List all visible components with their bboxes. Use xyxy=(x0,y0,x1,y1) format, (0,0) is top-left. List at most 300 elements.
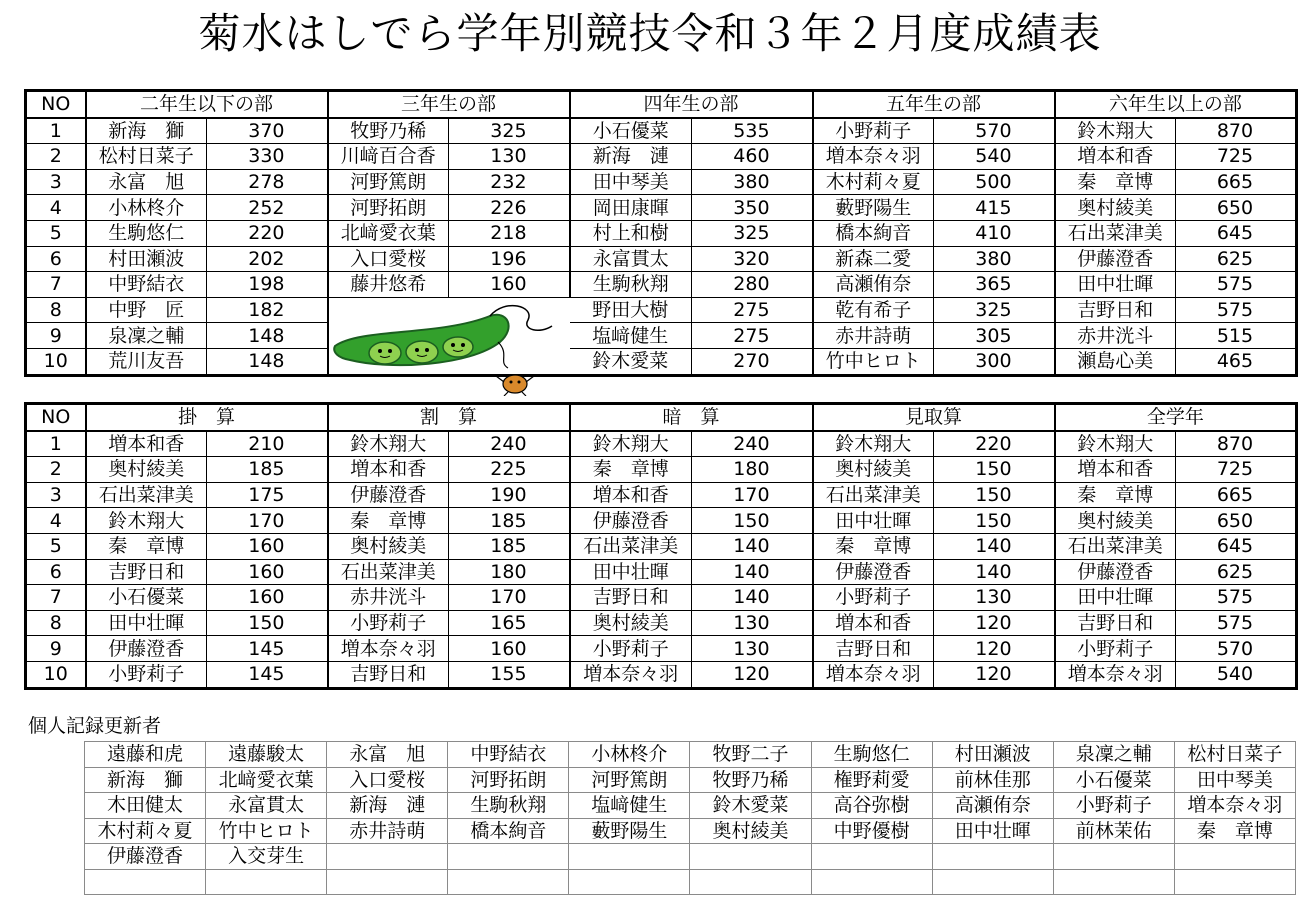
table-row xyxy=(26,508,1297,534)
score: 196 xyxy=(449,246,570,272)
record-holder-name xyxy=(85,869,206,895)
record-holder-name xyxy=(690,844,811,870)
score: 140 xyxy=(934,533,1055,559)
record-holder-name xyxy=(690,869,811,895)
score: 210 xyxy=(207,431,328,457)
student-name: 小野莉子 xyxy=(86,661,207,688)
student-name: 野田大樹 xyxy=(570,297,692,323)
operation-ranking-table xyxy=(24,402,1298,690)
rank-number: 1 xyxy=(26,431,86,457)
student-name: 赤井洸斗 xyxy=(1055,323,1176,349)
student-name: 石出菜津美 xyxy=(570,533,692,559)
score: 232 xyxy=(449,169,570,195)
student-name: 奥村綾美 xyxy=(813,457,934,483)
table-row xyxy=(26,636,1297,662)
score: 185 xyxy=(207,457,328,483)
score: 575 xyxy=(1176,585,1297,611)
score: 130 xyxy=(692,610,813,636)
student-name: 奥村綾美 xyxy=(570,610,692,636)
table-row xyxy=(26,348,1297,375)
record-holder-name xyxy=(811,869,932,895)
score: 140 xyxy=(692,533,813,559)
record-holder-name: 小林柊介 xyxy=(569,742,690,768)
student-name: 伊藤澄香 xyxy=(86,636,207,662)
table-row xyxy=(85,742,1296,768)
record-holder-name: 木田健太 xyxy=(85,793,206,819)
score: 120 xyxy=(934,610,1055,636)
score: 175 xyxy=(207,482,328,508)
score: 575 xyxy=(1176,610,1297,636)
score: 220 xyxy=(934,431,1055,457)
score: 140 xyxy=(692,559,813,585)
student-name: 小石優菜 xyxy=(570,118,692,144)
score: 325 xyxy=(692,220,813,246)
score: 370 xyxy=(207,118,328,144)
score: 280 xyxy=(692,272,813,298)
score: 180 xyxy=(692,457,813,483)
score: 300 xyxy=(934,348,1055,375)
record-holder-name: 橋本絢音 xyxy=(448,818,569,844)
page-title: 菊水はしでら学年別競技令和３年２月度成績表 xyxy=(198,9,1102,58)
student-name: 入口愛桜 xyxy=(328,246,449,272)
score: 160 xyxy=(449,636,570,662)
student-name: 橋本絢音 xyxy=(813,220,934,246)
score: 190 xyxy=(449,482,570,508)
score: 145 xyxy=(207,636,328,662)
student-name: 永富 旭 xyxy=(86,169,207,195)
table-row xyxy=(26,118,1297,144)
table-row xyxy=(26,533,1297,559)
rank-number: 3 xyxy=(26,169,86,195)
score: 130 xyxy=(449,144,570,170)
rank-number: 2 xyxy=(26,144,86,170)
score: 725 xyxy=(1176,144,1297,170)
score: 415 xyxy=(934,195,1055,221)
record-holder-name: 北﨑愛衣葉 xyxy=(206,767,327,793)
score: 150 xyxy=(934,508,1055,534)
category-header: 六年生以上の部 xyxy=(1055,91,1297,118)
table-row xyxy=(26,297,1297,323)
student-name: 田中壮暉 xyxy=(813,508,934,534)
student-name: 鈴木翔大 xyxy=(813,431,934,457)
score: 575 xyxy=(1176,297,1297,323)
score: 130 xyxy=(934,585,1055,611)
table-row xyxy=(85,767,1296,793)
table-row xyxy=(26,431,1297,457)
score: 218 xyxy=(449,220,570,246)
score: 500 xyxy=(934,169,1055,195)
student-name: 石出菜津美 xyxy=(1055,533,1176,559)
score: 155 xyxy=(449,661,570,688)
student-name: 奥村綾美 xyxy=(86,457,207,483)
rank-number: 10 xyxy=(26,661,86,688)
category-header: 三年生の部 xyxy=(328,91,570,118)
record-holder-name: 小野莉子 xyxy=(1053,793,1174,819)
table-row xyxy=(26,457,1297,483)
score: 150 xyxy=(934,457,1055,483)
student-name: 吉野日和 xyxy=(570,585,692,611)
rank-number: 5 xyxy=(26,533,86,559)
student-name: 増本奈々羽 xyxy=(328,636,449,662)
score: 665 xyxy=(1176,482,1297,508)
student-name: 秦 章博 xyxy=(813,533,934,559)
score: 202 xyxy=(207,246,328,272)
category-header: 四年生の部 xyxy=(570,91,813,118)
score: 170 xyxy=(207,508,328,534)
score: 515 xyxy=(1176,323,1297,349)
score: 225 xyxy=(449,457,570,483)
student-name: 瀬島心美 xyxy=(1055,348,1176,375)
score: 252 xyxy=(207,195,328,221)
student-name: 小林柊介 xyxy=(86,195,207,221)
score: 540 xyxy=(1176,661,1297,688)
student-name: 奥村綾美 xyxy=(1055,195,1176,221)
score: 650 xyxy=(1176,195,1297,221)
score: 182 xyxy=(207,297,328,323)
score: 150 xyxy=(692,508,813,534)
rank-number: 8 xyxy=(26,297,86,323)
record-holder-name: 生駒悠仁 xyxy=(811,742,932,768)
record-holder-name: 高谷弥樹 xyxy=(811,793,932,819)
score: 120 xyxy=(934,661,1055,688)
student-name: 吉野日和 xyxy=(1055,297,1176,323)
score: 540 xyxy=(934,144,1055,170)
grade-ranking-table xyxy=(24,89,1298,377)
record-holder-name: 伊藤澄香 xyxy=(85,844,206,870)
student-name: 松村日菜子 xyxy=(86,144,207,170)
record-holder-name xyxy=(569,844,690,870)
score: 645 xyxy=(1176,533,1297,559)
record-holder-name xyxy=(327,844,448,870)
record-holder-name xyxy=(569,869,690,895)
record-holder-name: 奥村綾美 xyxy=(690,818,811,844)
score: 278 xyxy=(207,169,328,195)
record-holder-name: 牧野二子 xyxy=(690,742,811,768)
record-holder-name: 高瀬侑奈 xyxy=(932,793,1053,819)
table-row xyxy=(85,793,1296,819)
score: 380 xyxy=(692,169,813,195)
record-holder-name: 秦 章博 xyxy=(1174,818,1295,844)
record-holder-name xyxy=(448,869,569,895)
score: 226 xyxy=(449,195,570,221)
rank-number: 6 xyxy=(26,246,86,272)
record-holder-name: 田中琴美 xyxy=(1174,767,1295,793)
record-holder-name: 塩﨑健生 xyxy=(569,793,690,819)
rank-number: 2 xyxy=(26,457,86,483)
student-name: 新海 獅 xyxy=(86,118,207,144)
score: 160 xyxy=(207,533,328,559)
rank-number: 9 xyxy=(26,636,86,662)
record-holder-name: 権野莉愛 xyxy=(811,767,932,793)
score: 160 xyxy=(449,272,570,298)
rank-number: 7 xyxy=(26,585,86,611)
score: 350 xyxy=(692,195,813,221)
student-name: 石出菜津美 xyxy=(328,559,449,585)
student-name: 田中壮暉 xyxy=(1055,272,1176,298)
student-name: 石出菜津美 xyxy=(813,482,934,508)
table-row xyxy=(26,323,1297,349)
score: 170 xyxy=(692,482,813,508)
score: 275 xyxy=(692,323,813,349)
record-holder-name: 中野結衣 xyxy=(448,742,569,768)
student-name: 藤井悠希 xyxy=(328,272,449,298)
record-holder-name: 遠藤駿太 xyxy=(206,742,327,768)
student-name: 河野篤朗 xyxy=(328,169,449,195)
no-header: NO xyxy=(26,91,86,118)
table-row xyxy=(85,844,1296,870)
record-holder-name: 中野優樹 xyxy=(811,818,932,844)
student-name: 新海 漣 xyxy=(570,144,692,170)
student-name: 生駒秋翔 xyxy=(570,272,692,298)
category-header: 全学年 xyxy=(1055,404,1297,431)
peas-in-pod-icon xyxy=(330,298,568,396)
student-name: 鈴木翔大 xyxy=(1055,118,1176,144)
score: 380 xyxy=(934,246,1055,272)
record-holder-name: 入口愛桜 xyxy=(327,767,448,793)
student-name: 中野 匠 xyxy=(86,297,207,323)
record-holder-name xyxy=(206,869,327,895)
category-header: 割 算 xyxy=(328,404,570,431)
score: 570 xyxy=(1176,636,1297,662)
score: 130 xyxy=(692,636,813,662)
student-name: 増本奈々羽 xyxy=(813,661,934,688)
record-holder-name xyxy=(1053,844,1174,870)
record-holder-name: 生駒秋翔 xyxy=(448,793,569,819)
score: 185 xyxy=(449,508,570,534)
student-name: 小野莉子 xyxy=(813,118,934,144)
score: 150 xyxy=(934,482,1055,508)
table-row xyxy=(85,818,1296,844)
score: 140 xyxy=(692,585,813,611)
student-name: 秦 章博 xyxy=(1055,169,1176,195)
student-name: 鈴木翔大 xyxy=(328,431,449,457)
record-holder-name: 村田瀬波 xyxy=(932,742,1053,768)
table-row xyxy=(26,195,1297,221)
rank-number: 5 xyxy=(26,220,86,246)
student-name: 秦 章博 xyxy=(86,533,207,559)
table-row xyxy=(26,272,1297,298)
student-name: 村田瀬波 xyxy=(86,246,207,272)
student-name: 増本和香 xyxy=(328,457,449,483)
student-name: 田中壮暉 xyxy=(1055,585,1176,611)
student-name: 赤井洸斗 xyxy=(328,585,449,611)
student-name: 鈴木翔大 xyxy=(1055,431,1176,457)
category-header: 掛 算 xyxy=(86,404,328,431)
personal-record-table xyxy=(84,741,1296,895)
rank-number: 8 xyxy=(26,610,86,636)
score: 325 xyxy=(934,297,1055,323)
record-holder-name: 新海 漣 xyxy=(327,793,448,819)
student-name: 小野莉子 xyxy=(570,636,692,662)
record-holder-name: 前林佳那 xyxy=(932,767,1053,793)
table-row xyxy=(26,661,1297,688)
student-name: 奥村綾美 xyxy=(328,533,449,559)
record-holder-name: 松村日菜子 xyxy=(1174,742,1295,768)
score: 140 xyxy=(934,559,1055,585)
score: 535 xyxy=(692,118,813,144)
student-name: 河野拓朗 xyxy=(328,195,449,221)
student-name: 川﨑百合香 xyxy=(328,144,449,170)
record-holder-name: 泉凜之輔 xyxy=(1053,742,1174,768)
table-row xyxy=(26,482,1297,508)
score: 645 xyxy=(1176,220,1297,246)
student-name: 増本和香 xyxy=(1055,457,1176,483)
table-row xyxy=(26,559,1297,585)
student-name: 牧野乃稀 xyxy=(328,118,449,144)
student-name: 秦 章博 xyxy=(328,508,449,534)
student-name: 増本奈々羽 xyxy=(813,144,934,170)
score: 165 xyxy=(449,610,570,636)
record-holder-name: 木村莉々夏 xyxy=(85,818,206,844)
student-name: 吉野日和 xyxy=(86,559,207,585)
student-name: 荒川友吾 xyxy=(86,348,207,375)
record-holder-name: 入交芽生 xyxy=(206,844,327,870)
student-name: 村上和樹 xyxy=(570,220,692,246)
student-name: 石出菜津美 xyxy=(86,482,207,508)
score: 575 xyxy=(1176,272,1297,298)
record-holder-name xyxy=(811,844,932,870)
student-name: 赤井詩萌 xyxy=(813,323,934,349)
rank-number: 6 xyxy=(26,559,86,585)
table-row xyxy=(26,220,1297,246)
rank-number: 3 xyxy=(26,482,86,508)
score: 240 xyxy=(449,431,570,457)
student-name: 泉凜之輔 xyxy=(86,323,207,349)
student-name: 吉野日和 xyxy=(813,636,934,662)
student-name: 吉野日和 xyxy=(1055,610,1176,636)
record-holder-name xyxy=(932,844,1053,870)
table-row xyxy=(26,610,1297,636)
table-row xyxy=(26,144,1297,170)
rank-number: 4 xyxy=(26,195,86,221)
score: 330 xyxy=(207,144,328,170)
record-holder-name: 遠藤和虎 xyxy=(85,742,206,768)
score: 325 xyxy=(449,118,570,144)
records-title: 個人記録更新者 xyxy=(28,715,162,737)
score: 160 xyxy=(207,585,328,611)
student-name: 新森二愛 xyxy=(813,246,934,272)
rank-number: 9 xyxy=(26,323,86,349)
score: 270 xyxy=(692,348,813,375)
student-name: 増本奈々羽 xyxy=(570,661,692,688)
score: 410 xyxy=(934,220,1055,246)
student-name: 伊藤澄香 xyxy=(328,482,449,508)
record-holder-name xyxy=(932,869,1053,895)
table-row xyxy=(85,869,1296,895)
record-holder-name: 河野篤朗 xyxy=(569,767,690,793)
student-name: 増本和香 xyxy=(1055,144,1176,170)
student-name: 秦 章博 xyxy=(570,457,692,483)
record-holder-name: 田中壮暉 xyxy=(932,818,1053,844)
student-name: 塩﨑健生 xyxy=(570,323,692,349)
rank-number: 7 xyxy=(26,272,86,298)
record-holder-name: 新海 獅 xyxy=(85,767,206,793)
score: 145 xyxy=(207,661,328,688)
record-holder-name xyxy=(327,869,448,895)
student-name: 竹中ヒロト xyxy=(813,348,934,375)
student-name: 増本奈々羽 xyxy=(1055,661,1176,688)
record-holder-name xyxy=(1053,869,1174,895)
student-name: 鈴木愛菜 xyxy=(570,348,692,375)
student-name: 高瀬侑奈 xyxy=(813,272,934,298)
score: 180 xyxy=(449,559,570,585)
student-name: 田中琴美 xyxy=(570,169,692,195)
score: 120 xyxy=(934,636,1055,662)
score: 625 xyxy=(1176,246,1297,272)
student-name: 吉野日和 xyxy=(328,661,449,688)
student-name: 生駒悠仁 xyxy=(86,220,207,246)
student-name: 永富貫太 xyxy=(570,246,692,272)
student-name: 鈴木翔大 xyxy=(570,431,692,457)
record-holder-name: 小石優菜 xyxy=(1053,767,1174,793)
score: 465 xyxy=(1176,348,1297,375)
score: 220 xyxy=(207,220,328,246)
score: 148 xyxy=(207,323,328,349)
rank-number: 10 xyxy=(26,348,86,375)
score: 120 xyxy=(692,661,813,688)
record-holder-name: 赤井詩萌 xyxy=(327,818,448,844)
rank-number: 1 xyxy=(26,118,86,144)
score: 305 xyxy=(934,323,1055,349)
table-row xyxy=(26,585,1297,611)
rank-number: 4 xyxy=(26,508,86,534)
record-holder-name: 牧野乃稀 xyxy=(690,767,811,793)
student-name: 小野莉子 xyxy=(813,585,934,611)
student-name: 増本和香 xyxy=(813,610,934,636)
score: 625 xyxy=(1176,559,1297,585)
record-holder-name xyxy=(448,844,569,870)
student-name: 伊藤澄香 xyxy=(570,508,692,534)
score: 725 xyxy=(1176,457,1297,483)
record-holder-name xyxy=(1174,869,1295,895)
student-name: 藪野陽生 xyxy=(813,195,934,221)
student-name: 伊藤澄香 xyxy=(813,559,934,585)
score: 665 xyxy=(1176,169,1297,195)
category-header: 二年生以下の部 xyxy=(86,91,328,118)
score: 240 xyxy=(692,431,813,457)
student-name: 秦 章博 xyxy=(1055,482,1176,508)
record-holder-name: 永富 旭 xyxy=(327,742,448,768)
student-name: 増本和香 xyxy=(86,431,207,457)
student-name: 伊藤澄香 xyxy=(1055,559,1176,585)
student-name: 小石優菜 xyxy=(86,585,207,611)
student-name: 奥村綾美 xyxy=(1055,508,1176,534)
record-holder-name: 藪野陽生 xyxy=(569,818,690,844)
student-name: 石出菜津美 xyxy=(1055,220,1176,246)
score: 150 xyxy=(207,610,328,636)
category-header: 五年生の部 xyxy=(813,91,1055,118)
record-holder-name: 竹中ヒロト xyxy=(206,818,327,844)
no-header: NO xyxy=(26,404,86,431)
table-row xyxy=(26,246,1297,272)
score: 570 xyxy=(934,118,1055,144)
score: 275 xyxy=(692,297,813,323)
score: 320 xyxy=(692,246,813,272)
category-header: 見取算 xyxy=(813,404,1055,431)
student-name: 小野莉子 xyxy=(328,610,449,636)
student-name: 田中壮暉 xyxy=(86,610,207,636)
student-name: 乾有希子 xyxy=(813,297,934,323)
record-holder-name: 河野拓朗 xyxy=(448,767,569,793)
score: 650 xyxy=(1176,508,1297,534)
record-holder-name: 前林茉佑 xyxy=(1053,818,1174,844)
table-row xyxy=(26,169,1297,195)
score: 160 xyxy=(207,559,328,585)
student-name: 増本和香 xyxy=(570,482,692,508)
student-name: 小野莉子 xyxy=(1055,636,1176,662)
record-holder-name: 鈴木愛菜 xyxy=(690,793,811,819)
category-header: 暗 算 xyxy=(570,404,813,431)
